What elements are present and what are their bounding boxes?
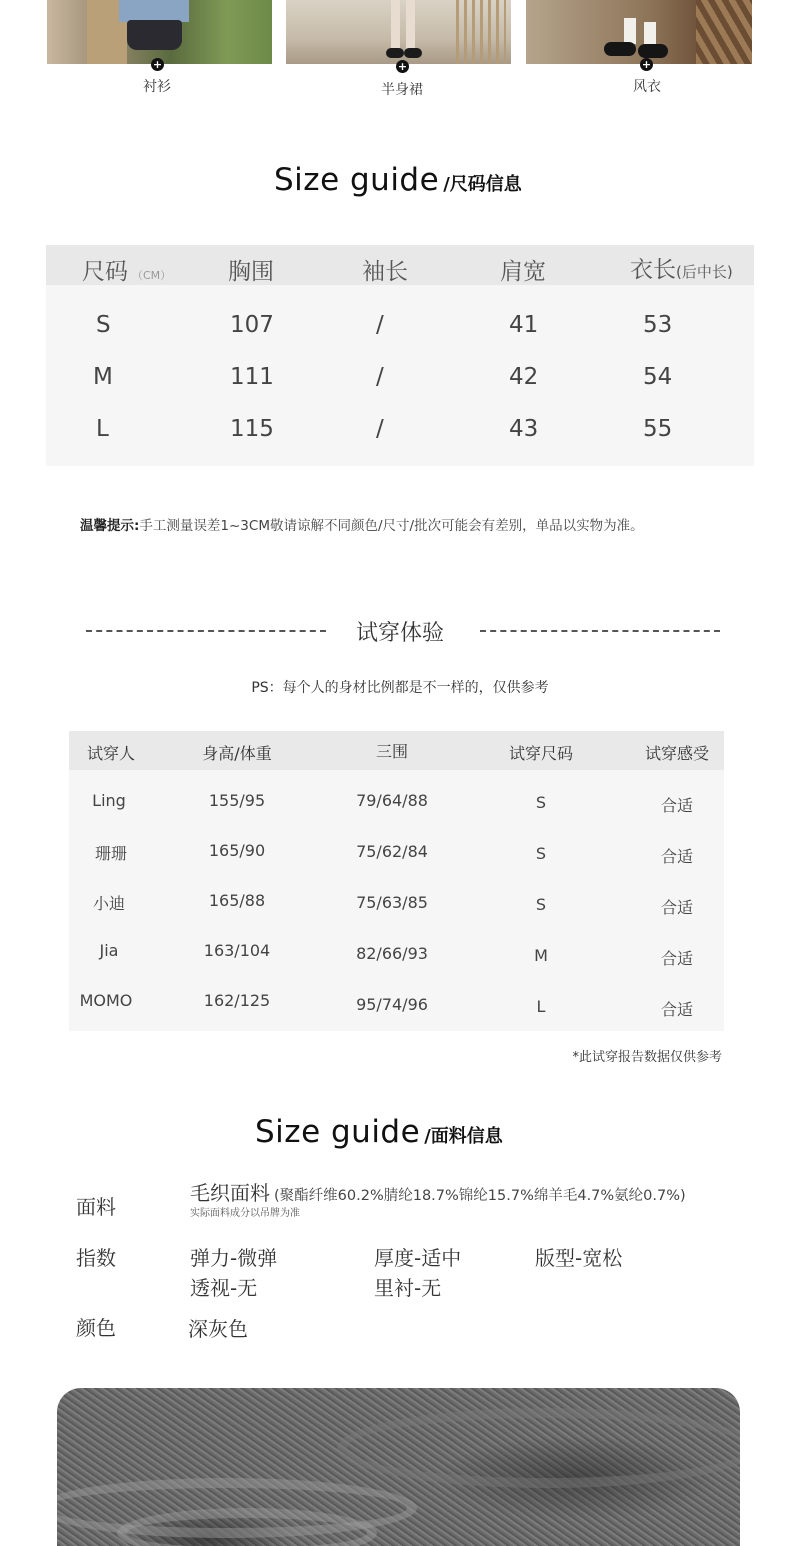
table-cell: 合适	[660, 847, 694, 866]
table-cell: /	[376, 312, 384, 338]
table-cell: Jia	[99, 941, 119, 960]
plus-icon[interactable]: +	[641, 58, 652, 71]
table-cell: 82/66/93	[356, 944, 428, 963]
color-value: 深灰色	[188, 1317, 248, 1341]
thumbnail-trenchcoat-photo[interactable]	[526, 0, 752, 64]
table-cell: M	[534, 946, 548, 965]
material-name: 毛织面料	[190, 1181, 270, 1205]
size-header: 尺码 （CM）	[82, 259, 172, 285]
table-cell: 合适	[660, 1000, 694, 1019]
material-value	[190, 1177, 686, 1206]
material-composition: (聚酯纤维60.2%腈纶18.7%锦纶15.7%绵羊毛4.7%氨纶0.7%)	[274, 1188, 686, 1204]
table-cell: M	[93, 364, 113, 390]
fabric-guide-title	[255, 1114, 503, 1150]
plus-icon[interactable]: +	[397, 60, 408, 73]
index-fit: 版型-宽松	[535, 1246, 623, 1270]
tryon-table	[69, 731, 724, 1031]
length-note: (后中长)	[676, 263, 733, 281]
outfit-thumbnails	[0, 0, 800, 110]
notice-label: 温馨提示:	[80, 518, 140, 534]
table-cell: 155/95	[208, 791, 266, 810]
table-cell: 珊珊	[94, 844, 128, 863]
size-guide-title	[274, 162, 522, 198]
table-cell: 43	[509, 416, 539, 442]
fabric-closeup-photo	[57, 1388, 740, 1546]
table-cell: 42	[509, 364, 539, 390]
table-cell: 107	[230, 312, 274, 338]
table-cell: /	[376, 416, 384, 442]
table-cell: 165/90	[208, 841, 266, 860]
length-header: 衣长(后中长)	[630, 257, 733, 283]
table-cell: 163/104	[203, 941, 271, 960]
table-cell: 合适	[660, 796, 694, 815]
table-cell: 79/64/88	[356, 791, 428, 810]
table-cell: 165/88	[208, 891, 266, 910]
table-cell: 75/63/85	[356, 893, 428, 912]
index-elasticity: 弹力-微弹	[190, 1246, 278, 1270]
table-cell: S	[535, 895, 547, 914]
sleeve-header: 袖长	[362, 259, 408, 285]
fabric-guide-title-en: Size guide	[255, 1114, 421, 1150]
table-cell: 小迪	[92, 894, 126, 913]
table-cell: S	[535, 844, 547, 863]
height-weight-header: 身高/体重	[202, 744, 272, 763]
index-transparency: 透视-无	[190, 1276, 258, 1300]
tryon-feel-header: 试穿感受	[644, 744, 710, 763]
material-note: 实际面料成分以吊牌为准	[190, 1208, 300, 1219]
thumbnail-label-shirt: 衬衫	[143, 79, 171, 95]
color-label: 颜色	[76, 1316, 116, 1340]
thumbnail-shirt-photo[interactable]	[47, 0, 272, 64]
index-thickness: 厚度-适中	[374, 1246, 462, 1270]
notice-text: 手工测量误差1~3CM敬请谅解不同颜色/尺寸/批次可能会有差别，单品以实物为准。	[139, 518, 644, 534]
table-cell: 41	[509, 312, 539, 338]
measurements-header: 三围	[375, 742, 409, 761]
table-cell: 95/74/96	[356, 995, 428, 1014]
fabric-guide-title-cn: /面料信息	[424, 1126, 503, 1147]
size-table	[46, 245, 754, 466]
thumbnail-label-trenchcoat: 风衣	[633, 79, 661, 95]
index-label: 指数	[76, 1246, 116, 1270]
table-cell: S	[96, 312, 111, 338]
measurement-notice	[80, 514, 644, 534]
person-header: 试穿人	[86, 744, 136, 763]
thumbnail-label-skirt: 半身裙	[381, 82, 423, 98]
table-cell: 75/62/84	[356, 842, 428, 861]
material-label: 面料	[76, 1195, 116, 1219]
table-cell: L	[536, 997, 546, 1016]
table-cell: S	[535, 793, 547, 812]
shoulder-header: 肩宽	[500, 259, 546, 285]
size-guide-title-cn: /尺码信息	[443, 174, 522, 195]
table-cell: L	[96, 416, 109, 442]
index-lining: 里衬-无	[374, 1276, 442, 1300]
table-cell: 55	[643, 416, 673, 442]
tryon-ps: PS：每个人的身材比例都是不一样的，仅供参考	[251, 680, 549, 696]
size-guide-title-en: Size guide	[274, 162, 440, 198]
table-cell: 合适	[660, 949, 694, 968]
table-cell: 115	[230, 416, 274, 442]
tryon-title: 试穿体验	[355, 621, 444, 646]
size-unit-note: （CM）	[132, 269, 172, 282]
plus-icon[interactable]: +	[152, 58, 163, 71]
table-cell: MOMO	[79, 991, 133, 1010]
chest-header: 胸围	[228, 259, 274, 285]
table-cell: 162/125	[203, 991, 271, 1010]
table-cell: 54	[643, 364, 673, 390]
table-cell: 合适	[660, 898, 694, 917]
table-cell: Ling	[92, 791, 126, 810]
thumbnail-skirt-photo[interactable]	[286, 0, 511, 64]
table-cell: /	[376, 364, 384, 390]
table-cell: 53	[643, 312, 673, 338]
tryon-footnote: *此试穿报告数据仅供参考	[572, 1050, 722, 1065]
tryon-size-header: 试穿尺码	[508, 744, 574, 763]
table-cell: 111	[230, 364, 274, 390]
